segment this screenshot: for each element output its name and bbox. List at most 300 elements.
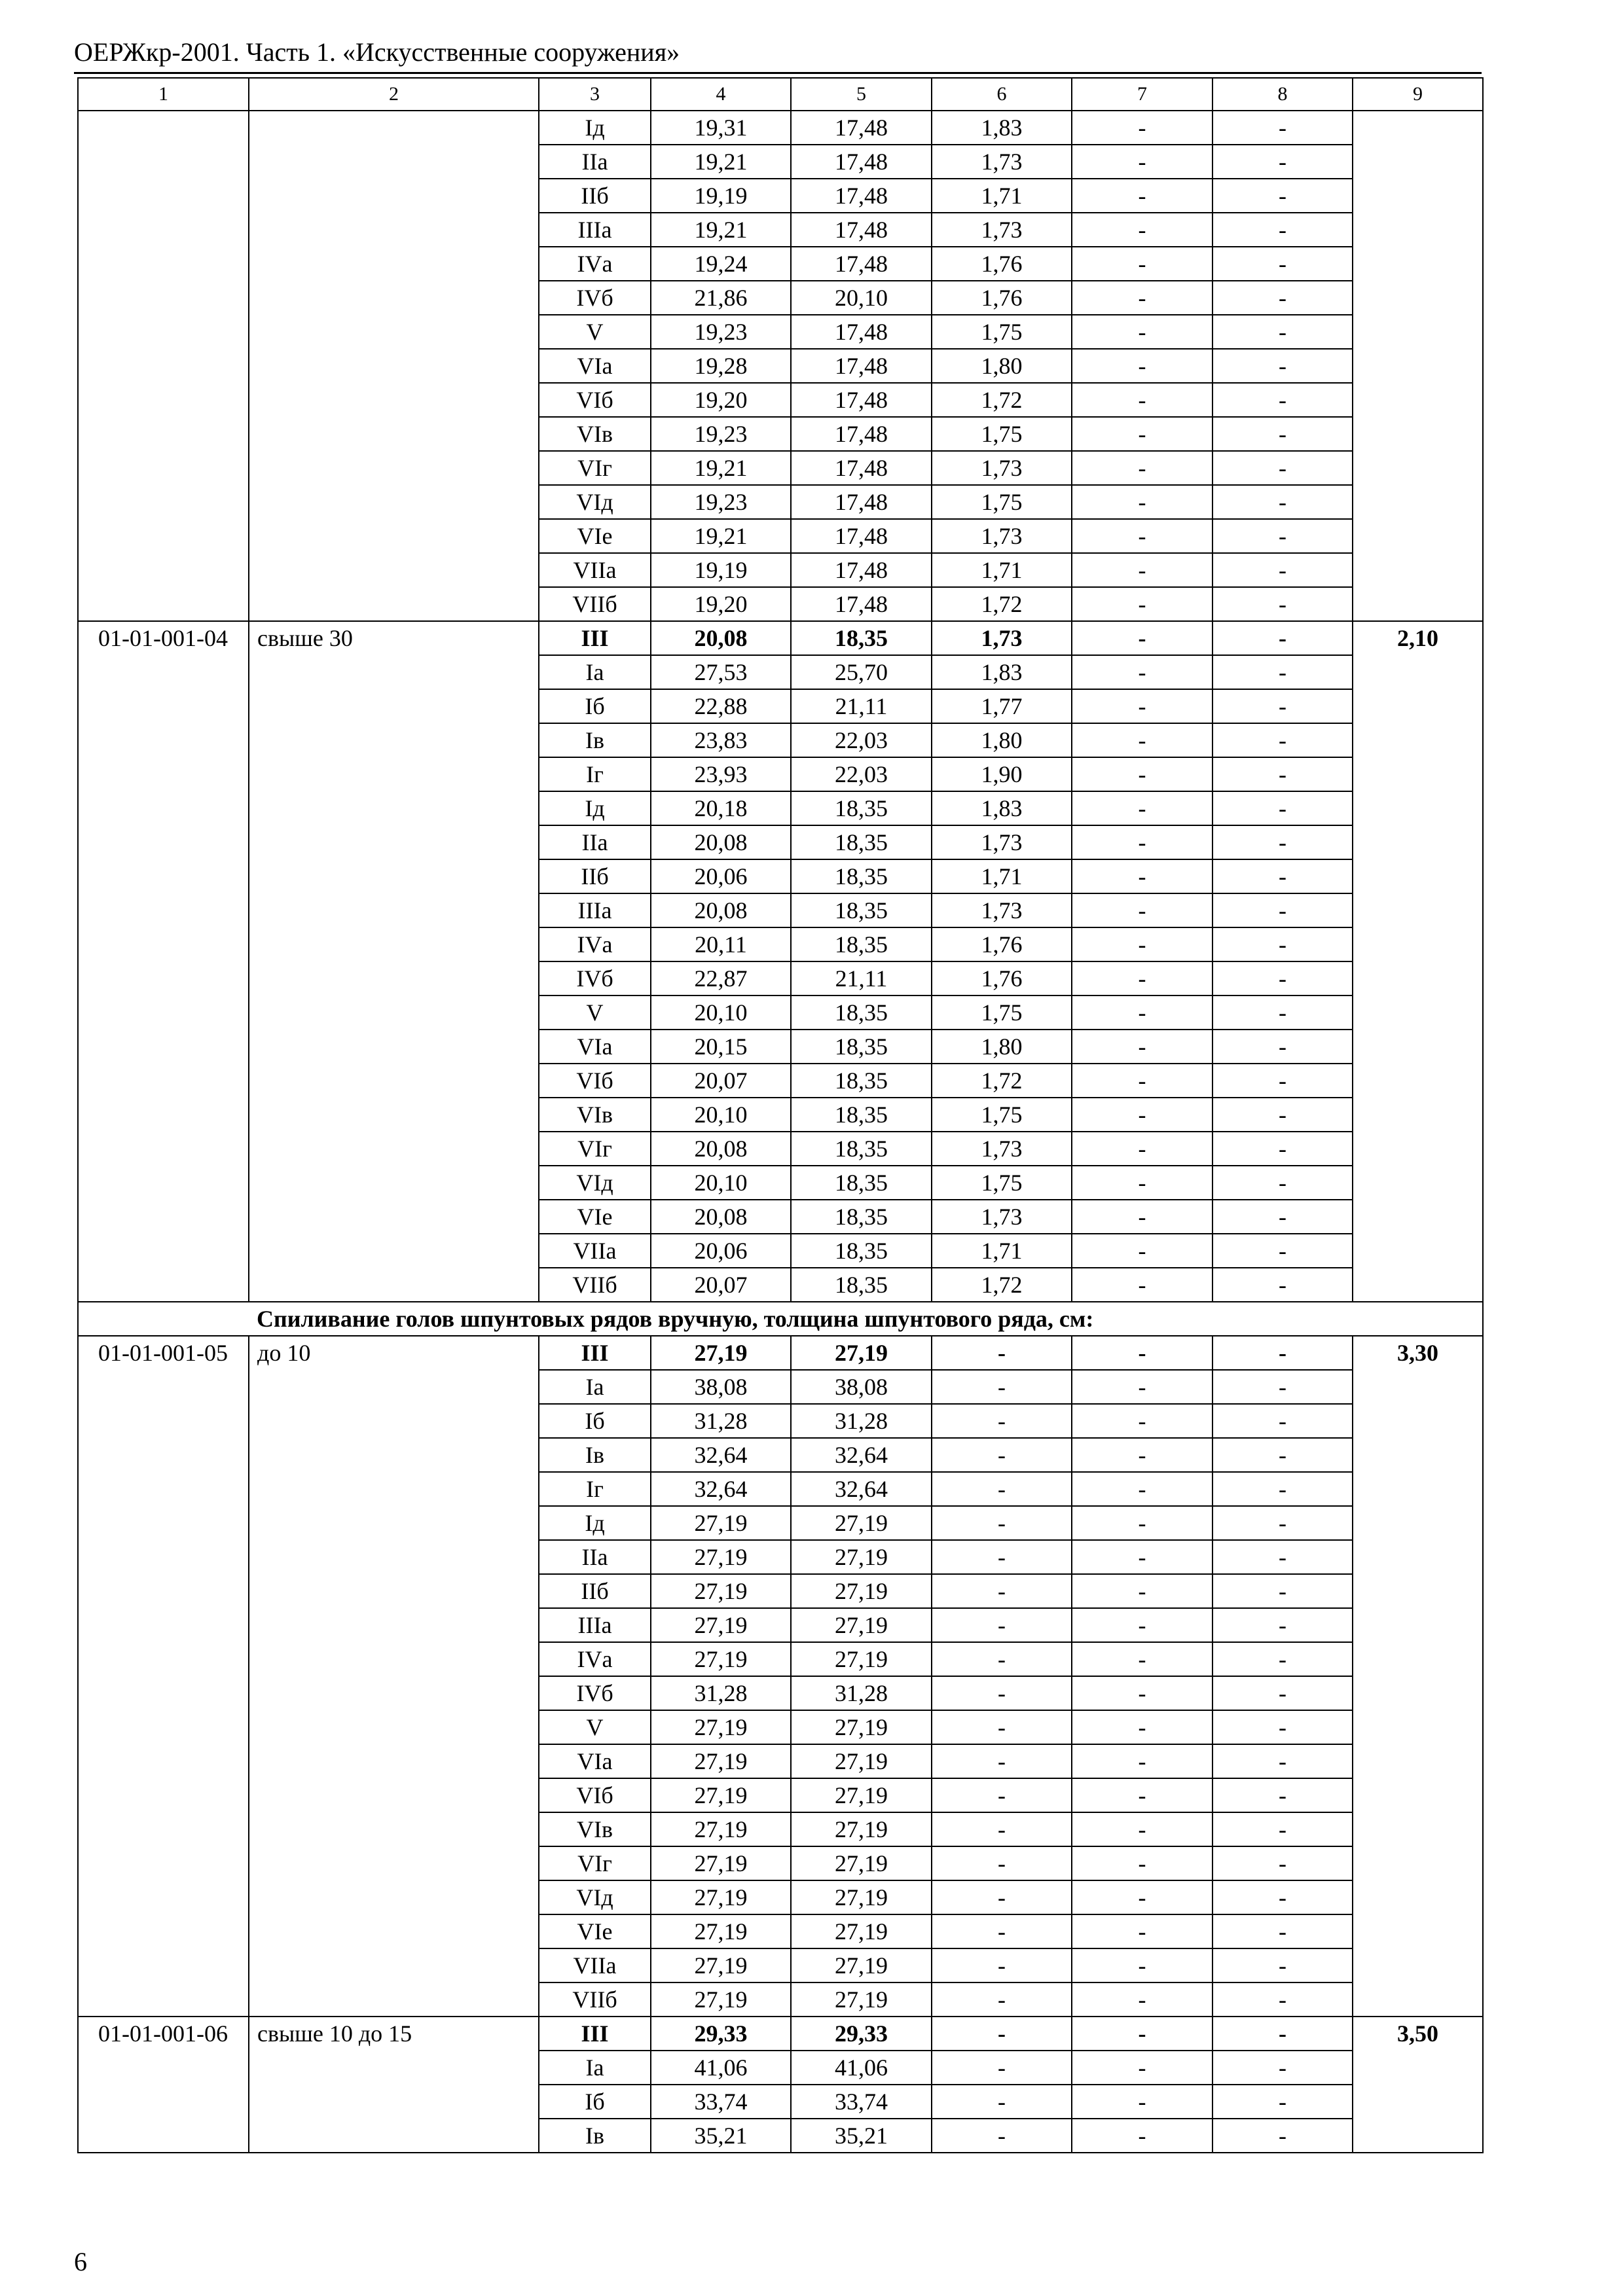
value-cell: - <box>1072 927 1213 961</box>
value-cell: 19,28 <box>651 349 791 383</box>
zone-cell: VIе <box>539 1200 651 1234</box>
value-cell: 1,73 <box>932 621 1072 655</box>
value-cell: - <box>1072 417 1213 451</box>
column-number-row <box>78 78 1483 111</box>
rates-table <box>77 77 1484 2153</box>
column-number: 3 <box>539 78 651 111</box>
value-cell: - <box>1072 1268 1213 1302</box>
value-cell: - <box>1213 1064 1353 1098</box>
zone-cell: IIа <box>539 825 651 859</box>
value-cell: - <box>1072 1098 1213 1132</box>
item-norm: 3,50 <box>1353 2017 1483 2153</box>
value-cell: - <box>1072 1744 1213 1778</box>
value-cell: - <box>1213 417 1353 451</box>
value-cell: - <box>1072 1642 1213 1676</box>
value-cell: 19,31 <box>651 111 791 145</box>
zone-cell: VIд <box>539 1880 651 1914</box>
column-number: 6 <box>932 78 1072 111</box>
value-cell: 17,48 <box>791 519 932 553</box>
value-cell: - <box>1213 281 1353 315</box>
value-cell: 27,19 <box>791 1574 932 1608</box>
value-cell: - <box>1072 1608 1213 1642</box>
value-cell: 27,19 <box>791 1812 932 1846</box>
value-cell: 35,21 <box>791 2119 932 2153</box>
value-cell: 27,19 <box>651 1778 791 1812</box>
value-cell: 18,35 <box>791 621 932 655</box>
value-cell: 38,08 <box>651 1370 791 1404</box>
value-cell: - <box>1213 1336 1353 1370</box>
zone-cell: VIд <box>539 485 651 519</box>
value-cell: - <box>1213 1506 1353 1540</box>
value-cell: - <box>1213 1744 1353 1778</box>
value-cell: 19,24 <box>651 247 791 281</box>
column-number: 2 <box>249 78 539 111</box>
value-cell: - <box>1213 2051 1353 2085</box>
value-cell: 19,21 <box>651 451 791 485</box>
zone-cell: VIIб <box>539 1268 651 1302</box>
value-cell: - <box>1213 383 1353 417</box>
value-cell: 17,48 <box>791 111 932 145</box>
value-cell: 21,11 <box>791 689 932 723</box>
value-cell: 20,07 <box>651 1268 791 1302</box>
value-cell: 18,35 <box>791 893 932 927</box>
value-cell: 1,76 <box>932 247 1072 281</box>
value-cell: - <box>1213 519 1353 553</box>
value-cell: 20,10 <box>651 996 791 1030</box>
value-cell: 27,19 <box>651 1642 791 1676</box>
value-cell: 27,19 <box>651 1982 791 2017</box>
value-cell: - <box>1072 315 1213 349</box>
value-cell: 1,73 <box>932 213 1072 247</box>
value-cell: - <box>1072 1472 1213 1506</box>
value-cell: - <box>1072 2119 1213 2153</box>
value-cell: - <box>1213 996 1353 1030</box>
value-cell: 19,23 <box>651 417 791 451</box>
zone-cell: VIв <box>539 417 651 451</box>
value-cell: 32,64 <box>791 1472 932 1506</box>
value-cell: - <box>1213 2017 1353 2051</box>
value-cell: 19,23 <box>651 485 791 519</box>
value-cell: - <box>1072 655 1213 689</box>
zone-cell: VIа <box>539 1030 651 1064</box>
value-cell: 31,28 <box>651 1404 791 1438</box>
value-cell: - <box>1213 1642 1353 1676</box>
zone-cell: IVб <box>539 1676 651 1710</box>
value-cell: 32,64 <box>651 1472 791 1506</box>
value-cell: - <box>1213 1982 1353 2017</box>
value-cell: 27,19 <box>791 1778 932 1812</box>
value-cell: - <box>932 2119 1072 2153</box>
value-cell: 22,03 <box>791 757 932 791</box>
value-cell: - <box>1072 553 1213 587</box>
value-cell: 1,71 <box>932 179 1072 213</box>
value-cell: 17,48 <box>791 587 932 621</box>
value-cell: - <box>1072 689 1213 723</box>
value-cell: 18,35 <box>791 996 932 1030</box>
value-cell: - <box>932 1438 1072 1472</box>
value-cell: - <box>1213 1268 1353 1302</box>
value-cell: - <box>1072 757 1213 791</box>
value-cell: - <box>1213 587 1353 621</box>
value-cell: - <box>932 1812 1072 1846</box>
value-cell: 17,48 <box>791 247 932 281</box>
value-cell: - <box>1072 621 1213 655</box>
value-cell: 27,19 <box>791 1846 932 1880</box>
value-cell: - <box>932 1710 1072 1744</box>
zone-cell: VIа <box>539 1744 651 1778</box>
zone-cell: VIб <box>539 383 651 417</box>
value-cell: - <box>1072 825 1213 859</box>
value-cell: 1,73 <box>932 451 1072 485</box>
value-cell: 27,19 <box>791 1948 932 1982</box>
column-number: 5 <box>791 78 932 111</box>
value-cell: 27,19 <box>791 1608 932 1642</box>
zone-cell: III <box>539 2017 651 2051</box>
value-cell: 17,48 <box>791 383 932 417</box>
value-cell: - <box>1213 1948 1353 1982</box>
item-norm: 2,10 <box>1353 621 1483 1302</box>
value-cell: 27,19 <box>651 1540 791 1574</box>
value-cell: - <box>1072 1880 1213 1914</box>
column-number: 1 <box>78 78 249 111</box>
value-cell: 21,86 <box>651 281 791 315</box>
value-cell: - <box>1072 213 1213 247</box>
table-row <box>78 2017 1483 2051</box>
value-cell: 27,19 <box>791 1914 932 1948</box>
value-cell: 27,19 <box>651 1574 791 1608</box>
value-cell: - <box>1213 1710 1353 1744</box>
value-cell: 18,35 <box>791 1132 932 1166</box>
item-name: свыше 10 до 15 <box>249 2017 539 2153</box>
value-cell: 27,19 <box>651 1948 791 1982</box>
value-cell: 17,48 <box>791 553 932 587</box>
value-cell: - <box>1072 519 1213 553</box>
zone-cell: Iа <box>539 2051 651 2085</box>
value-cell: - <box>1072 1336 1213 1370</box>
value-cell: - <box>932 1642 1072 1676</box>
value-cell: 1,76 <box>932 927 1072 961</box>
value-cell: 1,80 <box>932 723 1072 757</box>
value-cell: 18,35 <box>791 927 932 961</box>
value-cell: 1,75 <box>932 1098 1072 1132</box>
zone-cell: VIв <box>539 1812 651 1846</box>
value-cell: 1,72 <box>932 383 1072 417</box>
zone-cell: Iа <box>539 1370 651 1404</box>
column-number: 7 <box>1072 78 1213 111</box>
zone-cell: IVа <box>539 247 651 281</box>
value-cell: - <box>1213 961 1353 996</box>
section-title: Спиливание голов шпунтовых рядов вручную, толщина шпунтового ряда, см: <box>78 1302 1483 1336</box>
zone-cell: IIб <box>539 179 651 213</box>
zone-cell: Iб <box>539 2085 651 2119</box>
item-name: свыше 30 <box>249 621 539 1302</box>
value-cell: - <box>1213 1098 1353 1132</box>
value-cell: 27,19 <box>791 1336 932 1370</box>
value-cell: 41,06 <box>791 2051 932 2085</box>
value-cell: 27,19 <box>651 1710 791 1744</box>
value-cell: - <box>1072 1506 1213 1540</box>
value-cell: - <box>1072 111 1213 145</box>
value-cell: - <box>1072 791 1213 825</box>
value-cell: 19,21 <box>651 213 791 247</box>
value-cell: - <box>1072 451 1213 485</box>
value-cell: - <box>1072 1370 1213 1404</box>
value-cell: 38,08 <box>791 1370 932 1404</box>
value-cell: - <box>1072 1812 1213 1846</box>
value-cell: 20,11 <box>651 927 791 961</box>
value-cell: - <box>1072 1778 1213 1812</box>
value-cell: 23,83 <box>651 723 791 757</box>
value-cell: - <box>1213 1472 1353 1506</box>
value-cell: 25,70 <box>791 655 932 689</box>
value-cell: 1,71 <box>932 859 1072 893</box>
value-cell: - <box>932 1472 1072 1506</box>
value-cell: 19,23 <box>651 315 791 349</box>
zone-cell: V <box>539 315 651 349</box>
value-cell: 1,83 <box>932 111 1072 145</box>
item-code: 01-01-001-06 <box>78 2017 249 2153</box>
value-cell: - <box>1072 1438 1213 1472</box>
zone-cell: Iв <box>539 1438 651 1472</box>
value-cell: - <box>1213 927 1353 961</box>
value-cell: 1,80 <box>932 349 1072 383</box>
zone-cell: VIIа <box>539 1234 651 1268</box>
value-cell: - <box>1072 179 1213 213</box>
zone-cell: V <box>539 1710 651 1744</box>
value-cell: 1,75 <box>932 315 1072 349</box>
value-cell: - <box>1213 723 1353 757</box>
zone-cell: IVа <box>539 927 651 961</box>
item-name: до 10 <box>249 1336 539 2017</box>
value-cell: - <box>1072 1132 1213 1166</box>
item-code: 01-01-001-05 <box>78 1336 249 2017</box>
value-cell: 1,75 <box>932 1166 1072 1200</box>
value-cell: 27,19 <box>651 1608 791 1642</box>
zone-cell: VIа <box>539 349 651 383</box>
value-cell: 22,03 <box>791 723 932 757</box>
value-cell: 20,06 <box>651 859 791 893</box>
value-cell: 20,10 <box>651 1098 791 1132</box>
value-cell: 1,83 <box>932 655 1072 689</box>
value-cell: 29,33 <box>791 2017 932 2051</box>
value-cell: - <box>1072 2051 1213 2085</box>
value-cell: 1,75 <box>932 996 1072 1030</box>
value-cell: - <box>1213 1234 1353 1268</box>
value-cell: 17,48 <box>791 417 932 451</box>
value-cell: - <box>1213 1166 1353 1200</box>
value-cell: - <box>1072 1404 1213 1438</box>
zone-cell: IIа <box>539 1540 651 1574</box>
value-cell: 1,72 <box>932 1064 1072 1098</box>
value-cell: - <box>1213 1608 1353 1642</box>
value-cell: - <box>1072 587 1213 621</box>
value-cell: 27,19 <box>651 1506 791 1540</box>
value-cell: - <box>1213 893 1353 927</box>
value-cell: 20,10 <box>791 281 932 315</box>
zone-cell: Iв <box>539 2119 651 2153</box>
value-cell: - <box>1072 1234 1213 1268</box>
zone-cell: IIб <box>539 1574 651 1608</box>
zone-cell: VIIб <box>539 1982 651 2017</box>
norm-cell <box>1353 111 1483 621</box>
zone-cell: Iг <box>539 1472 651 1506</box>
value-cell: - <box>932 1914 1072 1948</box>
zone-cell: Iд <box>539 791 651 825</box>
value-cell: - <box>1213 213 1353 247</box>
value-cell: - <box>1213 111 1353 145</box>
zone-cell: Iв <box>539 723 651 757</box>
value-cell: 18,35 <box>791 1234 932 1268</box>
value-cell: 20,08 <box>651 825 791 859</box>
value-cell: - <box>1213 1812 1353 1846</box>
column-number: 4 <box>651 78 791 111</box>
value-cell: - <box>1072 1846 1213 1880</box>
code-cell <box>78 111 249 621</box>
zone-cell: VIг <box>539 451 651 485</box>
value-cell: 1,73 <box>932 519 1072 553</box>
column-number: 9 <box>1353 78 1483 111</box>
value-cell: - <box>932 1744 1072 1778</box>
value-cell: - <box>1072 1948 1213 1982</box>
value-cell: 1,72 <box>932 1268 1072 1302</box>
value-cell: 21,11 <box>791 961 932 996</box>
value-cell: - <box>1072 723 1213 757</box>
value-cell: 20,08 <box>651 1132 791 1166</box>
value-cell: 27,19 <box>791 1540 932 1574</box>
zone-cell: VIIа <box>539 1948 651 1982</box>
value-cell: 27,19 <box>651 1744 791 1778</box>
value-cell: - <box>1072 349 1213 383</box>
value-cell: - <box>1213 1132 1353 1166</box>
value-cell: - <box>932 2051 1072 2085</box>
value-cell: 19,20 <box>651 383 791 417</box>
zone-cell: IIа <box>539 145 651 179</box>
value-cell: - <box>1213 621 1353 655</box>
value-cell: 17,48 <box>791 213 932 247</box>
zone-cell: IIб <box>539 859 651 893</box>
value-cell: 17,48 <box>791 315 932 349</box>
value-cell: - <box>1072 1676 1213 1710</box>
zone-cell: V <box>539 996 651 1030</box>
value-cell: 1,77 <box>932 689 1072 723</box>
value-cell: - <box>932 1370 1072 1404</box>
value-cell: - <box>1213 1030 1353 1064</box>
value-cell: 18,35 <box>791 791 932 825</box>
value-cell: - <box>1072 1064 1213 1098</box>
zone-cell: Iг <box>539 757 651 791</box>
value-cell: - <box>1072 145 1213 179</box>
value-cell: - <box>932 2085 1072 2119</box>
column-number: 8 <box>1213 78 1353 111</box>
value-cell: - <box>1213 179 1353 213</box>
item-norm: 3,30 <box>1353 1336 1483 2017</box>
value-cell: 18,35 <box>791 859 932 893</box>
value-cell: - <box>1213 553 1353 587</box>
value-cell: 27,19 <box>651 1914 791 1948</box>
table-body <box>78 78 1483 2153</box>
value-cell: 1,80 <box>932 1030 1072 1064</box>
value-cell: - <box>932 1880 1072 1914</box>
value-cell: 20,15 <box>651 1030 791 1064</box>
value-cell: 1,76 <box>932 961 1072 996</box>
value-cell: 1,71 <box>932 553 1072 587</box>
value-cell: 19,21 <box>651 519 791 553</box>
value-cell: - <box>1072 893 1213 927</box>
value-cell: - <box>932 2017 1072 2051</box>
value-cell: - <box>1213 1540 1353 1574</box>
value-cell: - <box>1213 2085 1353 2119</box>
value-cell: 1,73 <box>932 893 1072 927</box>
value-cell: - <box>932 1404 1072 1438</box>
value-cell: 32,64 <box>651 1438 791 1472</box>
zone-cell: IIIа <box>539 1608 651 1642</box>
zone-cell: IVа <box>539 1642 651 1676</box>
value-cell: 18,35 <box>791 1268 932 1302</box>
value-cell: - <box>1072 247 1213 281</box>
value-cell: 20,10 <box>651 1166 791 1200</box>
table-row <box>78 111 1483 145</box>
value-cell: 23,93 <box>651 757 791 791</box>
zone-cell: VIIа <box>539 553 651 587</box>
zone-cell: VIд <box>539 1166 651 1200</box>
value-cell: - <box>1213 1574 1353 1608</box>
value-cell: - <box>932 1574 1072 1608</box>
value-cell: 19,21 <box>651 145 791 179</box>
value-cell: - <box>1072 1914 1213 1948</box>
value-cell: 18,35 <box>791 1030 932 1064</box>
value-cell: - <box>1213 1404 1353 1438</box>
value-cell: 20,06 <box>651 1234 791 1268</box>
zone-cell: VIб <box>539 1064 651 1098</box>
zone-cell: VIг <box>539 1846 651 1880</box>
zone-cell: VIб <box>539 1778 651 1812</box>
value-cell: 18,35 <box>791 1200 932 1234</box>
value-cell: - <box>1213 1914 1353 1948</box>
value-cell: - <box>1213 859 1353 893</box>
zone-cell: Iб <box>539 1404 651 1438</box>
value-cell: 20,08 <box>651 621 791 655</box>
value-cell: 18,35 <box>791 1098 932 1132</box>
zone-cell: III <box>539 1336 651 1370</box>
value-cell: - <box>1213 791 1353 825</box>
zone-cell: Iд <box>539 1506 651 1540</box>
value-cell: 31,28 <box>651 1676 791 1710</box>
value-cell: 1,83 <box>932 791 1072 825</box>
value-cell: - <box>1072 996 1213 1030</box>
zone-cell: VIв <box>539 1098 651 1132</box>
value-cell: - <box>1072 1540 1213 1574</box>
value-cell: - <box>1213 247 1353 281</box>
value-cell: 27,19 <box>791 1506 932 1540</box>
value-cell: - <box>1072 2017 1213 2051</box>
zone-cell: Iа <box>539 655 651 689</box>
value-cell: - <box>932 1846 1072 1880</box>
document-header: ОЕРЖкр-2001. Часть 1. «Искусственные сооружения» <box>74 37 680 67</box>
value-cell: 27,19 <box>791 1982 932 2017</box>
value-cell: - <box>1072 1710 1213 1744</box>
value-cell: - <box>932 1608 1072 1642</box>
value-cell: - <box>1213 349 1353 383</box>
value-cell: - <box>1213 451 1353 485</box>
value-cell: 18,35 <box>791 1166 932 1200</box>
value-cell: - <box>1213 1676 1353 1710</box>
value-cell: - <box>1072 1200 1213 1234</box>
value-cell: 41,06 <box>651 2051 791 2085</box>
value-cell: - <box>1213 145 1353 179</box>
value-cell: 17,48 <box>791 451 932 485</box>
value-cell: - <box>1213 689 1353 723</box>
value-cell: 19,19 <box>651 179 791 213</box>
